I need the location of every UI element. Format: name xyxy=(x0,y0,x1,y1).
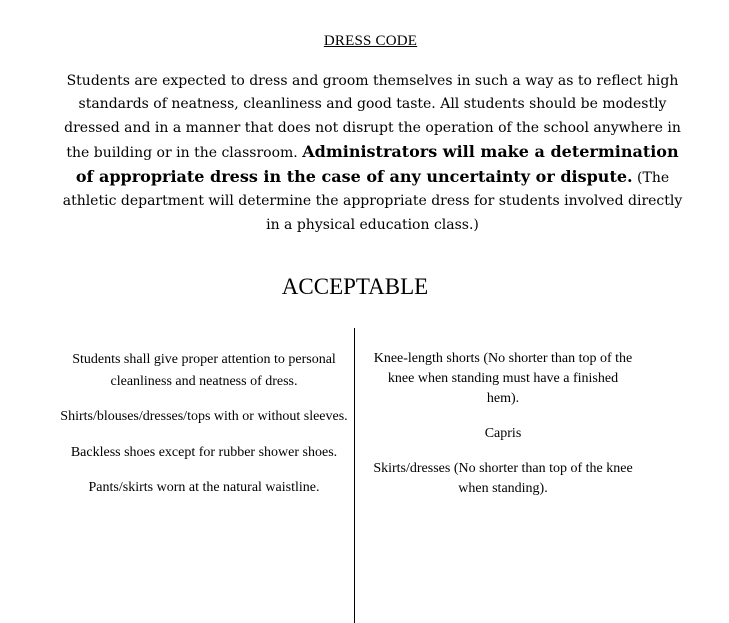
column-divider xyxy=(354,328,355,623)
left-item-shirts: Shirts/blouses/dresses/tops with or without sleeves. xyxy=(60,409,348,424)
intro-text-2: (The athletic department will determine the appropriate dress for students involved directly in a physical education class.) xyxy=(62,170,683,233)
section-heading: ACCEPTABLE xyxy=(281,274,429,299)
right-item-shorts: Knee-length shorts (No shorter than top of the knee when standing must have a finished hem). xyxy=(373,351,633,406)
intro-text-1: Students are expected to dress and groom themselves in such a way as to reflect high standards of neatness, cleanliness and good taste. All students should be modestly dressed and in a manner that does not disrupt the operation of the school anywhere in the building or in the classroom. xyxy=(64,73,681,161)
left-item-pants: Pants/skirts worn at the natural waistline. xyxy=(88,480,320,495)
right-item-capris: Capris xyxy=(484,426,522,441)
right-column xyxy=(358,349,648,514)
left-item-cleanliness: Students shall give proper attention to personal cleanliness and neatness of dress. xyxy=(72,352,336,389)
intro-paragraph xyxy=(56,70,689,237)
left-item-shoes: Backless shoes except for rubber shower shoes. xyxy=(70,444,338,460)
page-title: DRESS CODE xyxy=(323,33,418,49)
left-column xyxy=(58,349,350,513)
intro-bold-text: Administrators will make a determination of appropriate dress in the case of any uncertainty or dispute. xyxy=(75,141,679,187)
right-item-skirts: Skirts/dresses (No shorter than top of the knee when standing). xyxy=(373,461,633,496)
